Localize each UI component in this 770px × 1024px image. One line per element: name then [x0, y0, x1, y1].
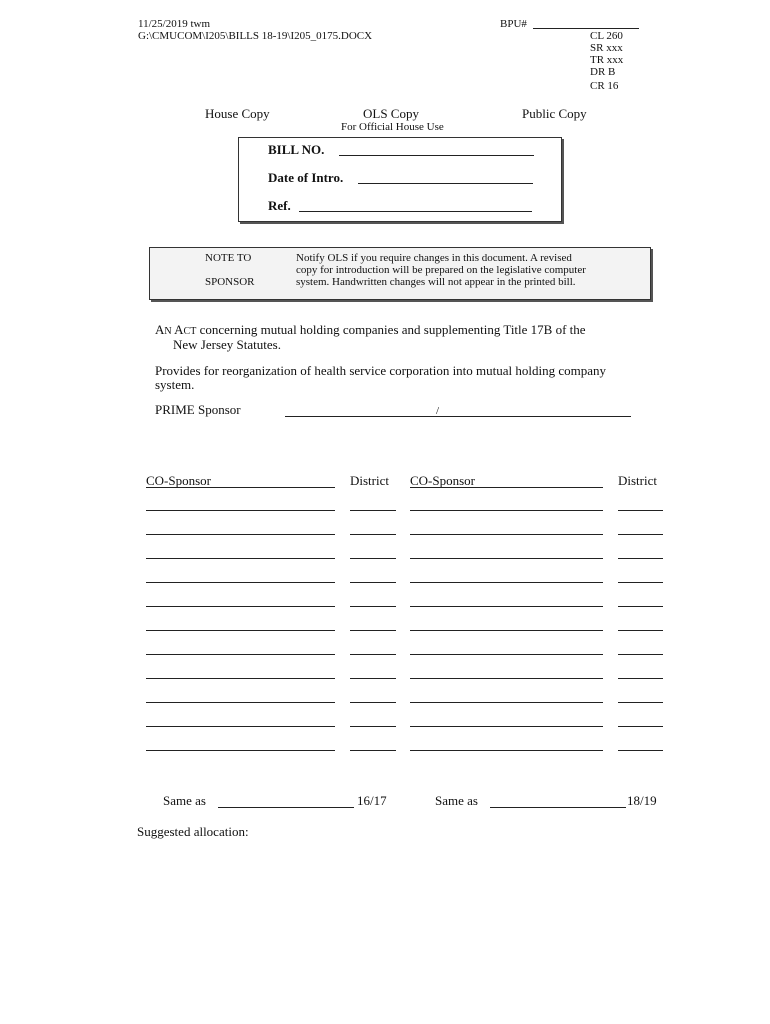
date-intro-label: Date of Intro. — [268, 170, 344, 185]
same-as-field-1[interactable] — [218, 807, 354, 808]
district-field-left[interactable] — [350, 510, 396, 511]
district-field-right[interactable] — [618, 582, 663, 583]
district-header-1: District — [350, 473, 389, 488]
code-tr: TR xxx — [590, 54, 624, 66]
cosponsor-header-1: CO-Sponsor — [146, 473, 212, 488]
cosponsor-field-left[interactable] — [146, 510, 335, 511]
cosponsor-field-right[interactable] — [410, 582, 603, 583]
ols-copy-sublabel: For Official House Use — [341, 121, 444, 133]
same-as-label-2: Same as — [435, 793, 478, 808]
code-cr: CR 16 — [590, 80, 619, 92]
cosponsor-field-right[interactable] — [410, 606, 603, 607]
same-as-label-1: Same as — [163, 793, 206, 808]
code-dr: DR B — [590, 66, 616, 78]
cosponsor-field-right[interactable] — [410, 630, 603, 631]
cosponsor-field-left[interactable] — [146, 606, 335, 607]
provides-line-1: Provides for reorganization of health service corporation into mutual holding company — [155, 363, 607, 378]
district-field-right[interactable] — [618, 510, 663, 511]
act-line-1: concerning mutual holding companies and supplementing Title 17B of the — [196, 322, 586, 337]
date-intro-field[interactable] — [358, 183, 533, 184]
district-field-right[interactable] — [618, 702, 663, 703]
act-prefix-a: A — [155, 322, 165, 337]
district-field-right[interactable] — [618, 534, 663, 535]
cosponsor-field-right[interactable] — [410, 654, 603, 655]
cosponsor-field-right[interactable] — [410, 558, 603, 559]
same-as-number-2: 18/19 — [627, 793, 657, 808]
note-label-1: NOTE TO — [205, 252, 252, 264]
same-as-field-2[interactable] — [490, 807, 626, 808]
prime-sponsor-slash: / — [436, 405, 440, 417]
note-label-2: SPONSOR — [205, 276, 255, 288]
act-prefix-a2: A — [171, 322, 184, 337]
bill-no-field[interactable] — [339, 155, 534, 156]
prime-sponsor-label: PRIME Sponsor — [155, 402, 241, 417]
district-field-right[interactable] — [618, 654, 663, 655]
note-text-2: copy for introduction will be prepared on the legislative computer — [296, 264, 586, 276]
district-field-right[interactable] — [618, 630, 663, 631]
cosponsor-field-left[interactable] — [146, 678, 335, 679]
district-field-left[interactable] — [350, 582, 396, 583]
cosponsor-header-underline-1 — [146, 487, 335, 488]
cosponsor-header-2: CO-Sponsor — [410, 473, 476, 488]
bpu-label: BPU# — [500, 18, 527, 30]
act-prefix-ct: CT — [183, 326, 197, 337]
cosponsor-field-right[interactable] — [410, 678, 603, 679]
cosponsor-field-left[interactable] — [146, 702, 335, 703]
provides-line-2: system. — [155, 377, 195, 392]
district-field-left[interactable] — [350, 606, 396, 607]
cosponsor-field-right[interactable] — [410, 534, 603, 535]
file-path: G:\CMUCOM\I205\BILLS 18-19\I205_0175.DOCX — [138, 30, 373, 42]
act-prefix-n: N — [164, 326, 172, 337]
cosponsor-field-left[interactable] — [146, 558, 335, 559]
date-line: 11/25/2019 twm — [138, 18, 211, 30]
note-text-1: Notify OLS if you require changes in this document. A revised — [296, 252, 572, 264]
ols-copy-label: OLS Copy — [363, 106, 419, 121]
district-field-left[interactable] — [350, 750, 396, 751]
prime-sponsor-field[interactable] — [285, 416, 631, 417]
cosponsor-field-right[interactable] — [410, 510, 603, 511]
cosponsor-field-right[interactable] — [410, 726, 603, 727]
district-field-left[interactable] — [350, 654, 396, 655]
district-field-left[interactable] — [350, 678, 396, 679]
note-text-3: system. Handwritten changes will not appear in the printed bill. — [296, 276, 576, 288]
suggested-allocation-label: Suggested allocation: — [137, 824, 249, 839]
ref-label: Ref. — [268, 198, 291, 213]
cosponsor-field-right[interactable] — [410, 750, 603, 751]
cosponsor-field-left[interactable] — [146, 654, 335, 655]
cosponsor-field-left[interactable] — [146, 750, 335, 751]
district-field-right[interactable] — [618, 726, 663, 727]
code-sr: SR xxx — [590, 42, 623, 54]
district-header-2: District — [618, 473, 657, 488]
cosponsor-field-left[interactable] — [146, 534, 335, 535]
district-field-left[interactable] — [350, 558, 396, 559]
ref-field[interactable] — [299, 211, 532, 212]
district-field-left[interactable] — [350, 702, 396, 703]
cosponsor-header-underline-2 — [410, 487, 603, 488]
district-field-right[interactable] — [618, 558, 663, 559]
act-title — [155, 322, 586, 338]
district-field-left[interactable] — [350, 534, 396, 535]
bill-no-label: BILL NO. — [268, 142, 325, 157]
district-field-left[interactable] — [350, 630, 396, 631]
public-copy-label: Public Copy — [522, 106, 587, 121]
district-field-right[interactable] — [618, 750, 663, 751]
cosponsor-field-left[interactable] — [146, 726, 335, 727]
district-field-right[interactable] — [618, 606, 663, 607]
district-field-right[interactable] — [618, 678, 663, 679]
same-as-number-1: 16/17 — [357, 793, 387, 808]
cosponsor-field-left[interactable] — [146, 582, 335, 583]
cosponsor-field-left[interactable] — [146, 630, 335, 631]
house-copy-label: House Copy — [205, 106, 270, 121]
code-cl: CL 260 — [590, 30, 623, 42]
cosponsor-field-right[interactable] — [410, 702, 603, 703]
act-line-2: New Jersey Statutes. — [173, 337, 281, 352]
district-field-left[interactable] — [350, 726, 396, 727]
bpu-line — [533, 28, 639, 29]
